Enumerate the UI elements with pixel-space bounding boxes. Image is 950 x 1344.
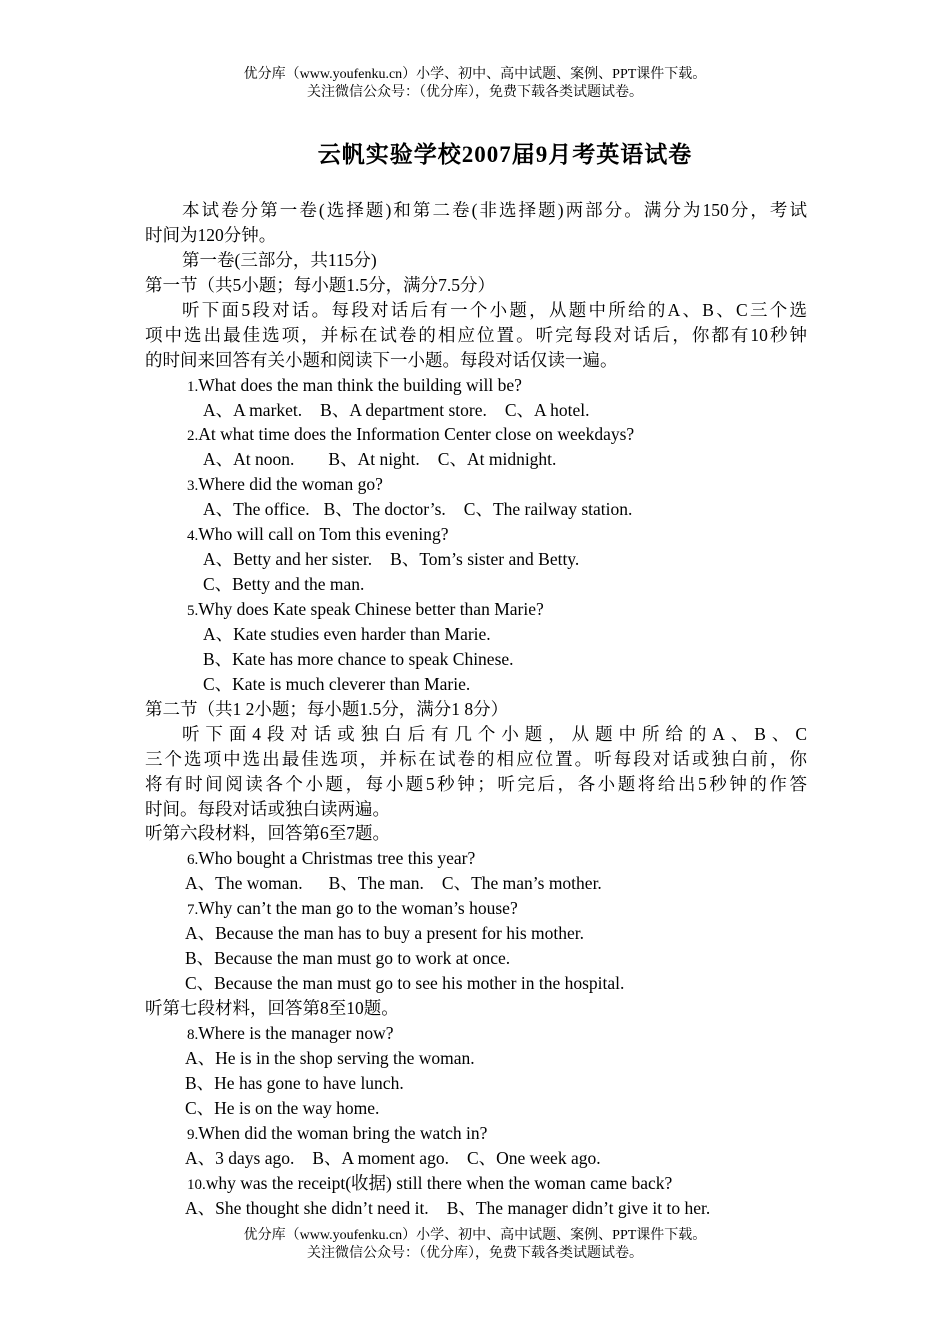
question-number: 5.	[187, 603, 199, 619]
section-one-heading: 第一节（共5小题；每小题1.5分，满分7.5分）	[145, 274, 495, 295]
options-row	[145, 547, 807, 572]
section-two-directions: 将有时间阅读各个小题，每小题5秒钟；听完后，各小题将给出5秒钟的作答	[145, 773, 807, 794]
question-8	[145, 1021, 807, 1046]
question-number: 7.	[187, 902, 199, 919]
option-c[interactable]: C、Kate is much cleverer than Marie.	[203, 673, 471, 694]
option-b[interactable]: B、A department store.	[320, 399, 487, 420]
option-b[interactable]: B、At night.	[328, 449, 420, 470]
option-b[interactable]: B、He has gone to have lunch.	[185, 1072, 404, 1093]
option-c[interactable]: C、He is on the way home.	[185, 1097, 380, 1118]
exam-body	[145, 198, 807, 1220]
option-a[interactable]: A、The office.	[203, 499, 310, 520]
option-a[interactable]: A、At noon.	[203, 449, 295, 470]
header-line-2: 关注微信公众号：（优分库），免费下载各类试题试卷。	[307, 85, 643, 100]
options-row	[145, 572, 807, 597]
question-text: Where is the manager now?	[198, 1022, 394, 1043]
question-4	[145, 522, 807, 547]
option-c[interactable]: C、Because the man must go to see his mother in the hospital.	[185, 973, 625, 994]
option-a[interactable]: A、Because the man has to buy a present for his mother.	[185, 923, 584, 944]
options-row	[145, 871, 807, 896]
option-b[interactable]: B、A moment ago.	[312, 1147, 449, 1168]
question-number: 4.	[187, 528, 199, 545]
question-number: 10.	[187, 1176, 206, 1193]
option-b[interactable]: B、The manager didn’t give it to her.	[446, 1197, 711, 1218]
material-seven-heading: 听第七段材料，回答第8至10题。	[145, 998, 399, 1018]
option-b[interactable]: B、Tom’s sister and Betty.	[390, 549, 580, 570]
question-text: Why can’t the man go to the woman’s house?	[198, 898, 518, 919]
question-text: why was the receipt(收据) still there when the woman came back?	[205, 1172, 673, 1193]
section-one-directions: 项中选出最佳选项，并标在试卷的相应位置。听完每段对话后，你都有10秒钟	[145, 324, 807, 345]
option-a[interactable]: A、Betty and her sister.	[203, 549, 373, 570]
question-5	[145, 597, 807, 622]
option-c[interactable]: C、One week ago.	[466, 1147, 601, 1168]
question-text: Who bought a Christmas tree this year?	[198, 848, 476, 869]
question-text: At what time does the Information Center close on weekdays?	[198, 424, 635, 445]
question-number: 9.	[187, 1126, 199, 1143]
option-c[interactable]: C、Betty and the man.	[203, 574, 365, 595]
section-two-directions: 三个选项中选出最佳选项，并标在试卷的相应位置。听每段对话或独白前，你	[145, 748, 807, 769]
question-3	[145, 472, 807, 497]
question-text: Who will call on Tom this evening?	[198, 524, 449, 545]
option-a[interactable]: A、3 days ago.	[185, 1147, 295, 1168]
question-6	[145, 846, 807, 871]
options-row	[145, 1196, 807, 1221]
section-two-directions: 听下面4段对话或独白后有几个小题，从题中所给的A、B、C	[182, 723, 807, 744]
options-row	[145, 497, 807, 522]
section-two-directions: 时间。每段对话或独白读两遍。	[145, 798, 390, 819]
question-2	[145, 422, 807, 447]
part-one-heading: 第一卷(三部分，共115分)	[182, 249, 377, 270]
option-c[interactable]: C、The man’s mother.	[441, 873, 602, 894]
question-text: Why does Kate speak Chinese better than Marie?	[198, 599, 544, 619]
question-7	[145, 896, 807, 921]
question-number: 3.	[187, 478, 199, 495]
option-a[interactable]: A、Kate studies even harder than Marie.	[203, 623, 491, 644]
question-text: Where did the woman go?	[198, 474, 383, 495]
question-number: 8.	[187, 1026, 199, 1043]
section-two-heading: 第二节（共1 2小题；每小题1.5分，满分1 8分）	[145, 698, 509, 719]
question-9	[145, 1121, 807, 1146]
question-text: When did the woman bring the watch in?	[198, 1122, 488, 1143]
question-1	[145, 373, 807, 398]
options-row	[145, 1146, 807, 1171]
question-number: 2.	[187, 428, 199, 445]
footer-line-1: 优分库（www.youfenku.cn）小学、初中、高中试题、案例、PPT课件下载。	[243, 1228, 707, 1243]
option-b[interactable]: B、The doctor’s.	[323, 499, 446, 520]
options-row	[145, 398, 807, 423]
page-footer	[0, 1227, 950, 1263]
option-a[interactable]: A、He is in the shop serving the woman.	[185, 1047, 475, 1068]
footer-line-2: 关注微信公众号：（优分库），免费下载各类试题试卷。	[307, 1246, 643, 1261]
question-10	[145, 1171, 807, 1196]
option-a[interactable]: A、She thought she didn’t need it.	[185, 1197, 429, 1218]
option-c[interactable]: C、The railway station.	[463, 499, 633, 520]
option-a[interactable]: A、A market.	[203, 399, 303, 420]
section-one-directions: 听下面5段对话。每段对话后有一个小题，从题中所给的A、B、C三个选	[182, 299, 807, 320]
section-one-directions: 的时间来回答有关小题和阅读下一小题。每段对话仅读一遍。	[145, 349, 618, 370]
header-line-1: 优分库（www.youfenku.cn）小学、初中、高中试题、案例、PPT课件下载。	[243, 67, 707, 82]
option-c[interactable]: C、A hotel.	[504, 399, 590, 420]
options-row	[145, 447, 807, 472]
option-b[interactable]: B、The man.	[328, 873, 424, 894]
page-header	[0, 66, 950, 102]
question-number: 6.	[187, 852, 199, 869]
question-text: What does the man think the building will be?	[198, 374, 522, 395]
option-c[interactable]: C、At midnight.	[437, 449, 557, 470]
question-number: 1.	[187, 378, 199, 395]
option-b[interactable]: B、Because the man must go to work at once.	[185, 948, 511, 969]
option-b[interactable]: B、Kate has more chance to speak Chinese.	[203, 648, 514, 669]
intro-line: 时间为120分钟。	[145, 224, 277, 245]
option-a[interactable]: A、The woman.	[185, 873, 303, 894]
exam-title: 云帆实验学校2007届9月考英语试卷	[317, 142, 693, 167]
intro-line: 本试卷分第一卷(选择题)和第二卷(非选择题)两部分。满分为150分，考试	[182, 200, 807, 220]
material-six-heading: 听第六段材料，回答第6至7题。	[145, 823, 390, 844]
